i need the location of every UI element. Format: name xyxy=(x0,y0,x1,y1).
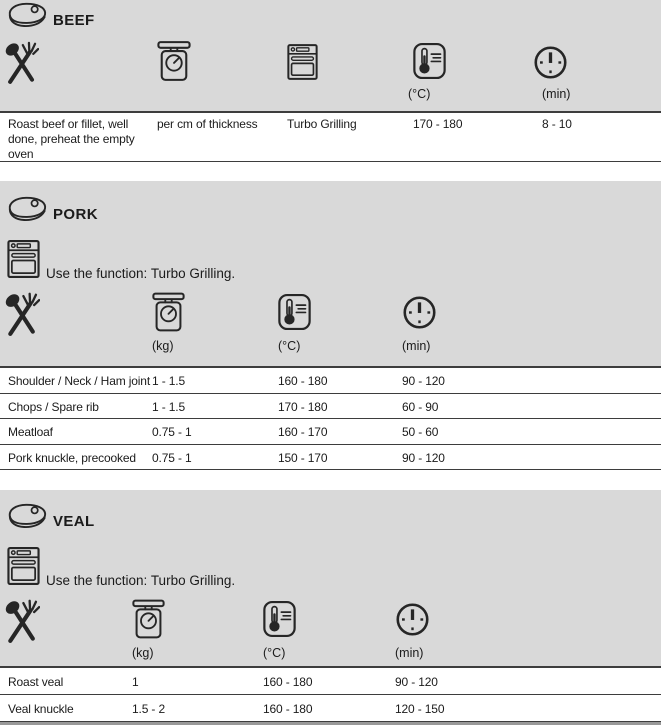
note-text: Use the function: Turbo Grilling. xyxy=(46,573,236,588)
temperature-unit-label: (°C) xyxy=(263,646,286,660)
column-time xyxy=(402,290,661,354)
column-quantity xyxy=(157,40,287,102)
cell-time: 120 - 150 xyxy=(395,702,445,716)
pork-section xyxy=(0,181,661,368)
table-row xyxy=(0,668,661,695)
cell-temperature: 170 - 180 xyxy=(278,399,328,414)
cell-time: 90 - 120 xyxy=(402,450,445,465)
column-temperature xyxy=(408,40,542,102)
temperature-unit-label: (°C) xyxy=(408,87,431,101)
veal-table xyxy=(0,668,661,722)
cell-temperature: 160 - 170 xyxy=(278,425,328,439)
table-row xyxy=(0,113,661,162)
beef-section-title xyxy=(0,0,661,30)
note-text: Use the function: Turbo Grilling. xyxy=(46,266,236,281)
steak-icon xyxy=(6,195,48,224)
column-temperature xyxy=(263,597,395,661)
cell-weight: 0.75 - 1 xyxy=(152,450,192,465)
scale-icon xyxy=(132,597,165,641)
cell-dish: Roast veal xyxy=(8,675,64,689)
weight-unit-label: (kg) xyxy=(132,646,154,660)
section-heading-veal: VEAL xyxy=(53,513,95,530)
column-time xyxy=(542,40,661,102)
cell-time: 60 - 90 xyxy=(402,399,439,414)
clock-icon xyxy=(533,45,568,80)
weight-icon-box xyxy=(132,597,165,645)
veal-column-header xyxy=(0,597,661,661)
time-icon-box xyxy=(542,40,568,86)
cell-time: 90 - 120 xyxy=(395,675,438,689)
column-time xyxy=(395,597,661,661)
pork-section-title xyxy=(0,194,661,224)
weight-icon-box xyxy=(152,290,185,338)
column-dish xyxy=(8,40,157,102)
dish-icon-box xyxy=(8,290,40,338)
temperature-icon-box xyxy=(263,597,296,645)
cell-dish: Roast beef or fillet, well done, preheat the empty oven xyxy=(8,117,135,161)
column-function xyxy=(287,40,413,102)
table-row xyxy=(0,419,661,445)
cell-temperature: 160 - 180 xyxy=(263,702,313,716)
cell-dish: Pork knuckle, precooked xyxy=(8,450,136,465)
veal-section-title xyxy=(0,501,661,531)
column-weight xyxy=(132,597,263,661)
pork-column-header xyxy=(0,290,661,354)
table-row xyxy=(0,368,661,394)
column-temperature xyxy=(278,290,402,354)
scale-icon xyxy=(152,290,185,334)
beef-column-header xyxy=(0,40,661,102)
cutlery-icon xyxy=(4,40,39,87)
cell-weight: 1 - 1.5 xyxy=(152,374,185,388)
cell-dish: Chops / Spare rib xyxy=(8,399,99,414)
cell-temperature: 160 - 180 xyxy=(278,374,328,388)
table-row xyxy=(0,394,661,420)
cutlery-icon xyxy=(4,290,40,340)
cell-weight: 1 - 1.5 xyxy=(152,399,185,414)
function-icon-box xyxy=(287,40,318,86)
column-dish xyxy=(8,597,132,661)
oven-icon xyxy=(287,43,318,81)
weight-unit-label: (kg) xyxy=(152,339,174,353)
temperature-unit-label: (°C) xyxy=(278,339,301,353)
table-row xyxy=(0,445,661,471)
veal-function-note xyxy=(0,543,661,589)
pork-table xyxy=(0,368,661,470)
clock-icon xyxy=(402,295,437,330)
clock-icon xyxy=(395,602,430,637)
cell-dish: Veal knuckle xyxy=(8,702,74,716)
time-icon-box xyxy=(395,597,430,645)
cell-temperature: 150 - 170 xyxy=(278,450,328,465)
oven-icon xyxy=(7,236,40,282)
steak-icon xyxy=(6,502,48,531)
oven-icon xyxy=(7,543,40,589)
section-heading-pork: PORK xyxy=(53,206,98,223)
cell-time: 8 - 10 xyxy=(542,117,572,131)
cell-weight: 0.75 - 1 xyxy=(152,425,192,439)
time-unit-label: (min) xyxy=(542,87,571,101)
time-icon-box xyxy=(402,290,437,338)
section-heading-beef: BEEF xyxy=(53,12,95,29)
scale-icon xyxy=(157,40,191,82)
cutlery-icon xyxy=(4,597,40,647)
cell-dish: Meatloaf xyxy=(8,425,53,439)
time-unit-label: (min) xyxy=(395,646,424,660)
section-gap xyxy=(0,162,661,181)
cell-time: 90 - 120 xyxy=(402,374,445,388)
beef-table xyxy=(0,113,661,162)
veal-section xyxy=(0,490,661,668)
section-gap xyxy=(0,470,661,490)
steak-icon xyxy=(6,1,48,30)
column-dish xyxy=(8,290,152,354)
pork-function-note xyxy=(0,236,661,282)
cell-time: 50 - 60 xyxy=(402,425,439,439)
thermometer-icon xyxy=(263,600,296,638)
quantity-icon-box xyxy=(157,40,191,86)
cell-temperature: 160 - 180 xyxy=(263,675,313,689)
column-weight xyxy=(152,290,278,354)
cell-temperature: 170 - 180 xyxy=(413,117,463,131)
time-unit-label: (min) xyxy=(402,339,431,353)
dish-icon-box xyxy=(8,597,40,645)
beef-section xyxy=(0,0,661,113)
cell-quantity: per cm of thickness xyxy=(157,117,258,131)
cell-weight: 1 xyxy=(132,675,139,689)
cell-dish: Shoulder / Neck / Ham joint xyxy=(8,374,151,388)
table-row xyxy=(0,695,661,722)
thermometer-icon xyxy=(413,42,446,80)
temperature-icon-box xyxy=(413,40,446,86)
cell-function: Turbo Grilling xyxy=(287,117,357,131)
temperature-icon-box xyxy=(278,290,311,338)
cell-weight: 1.5 - 2 xyxy=(132,702,165,716)
thermometer-icon xyxy=(278,293,311,331)
dish-icon-box xyxy=(8,40,39,86)
